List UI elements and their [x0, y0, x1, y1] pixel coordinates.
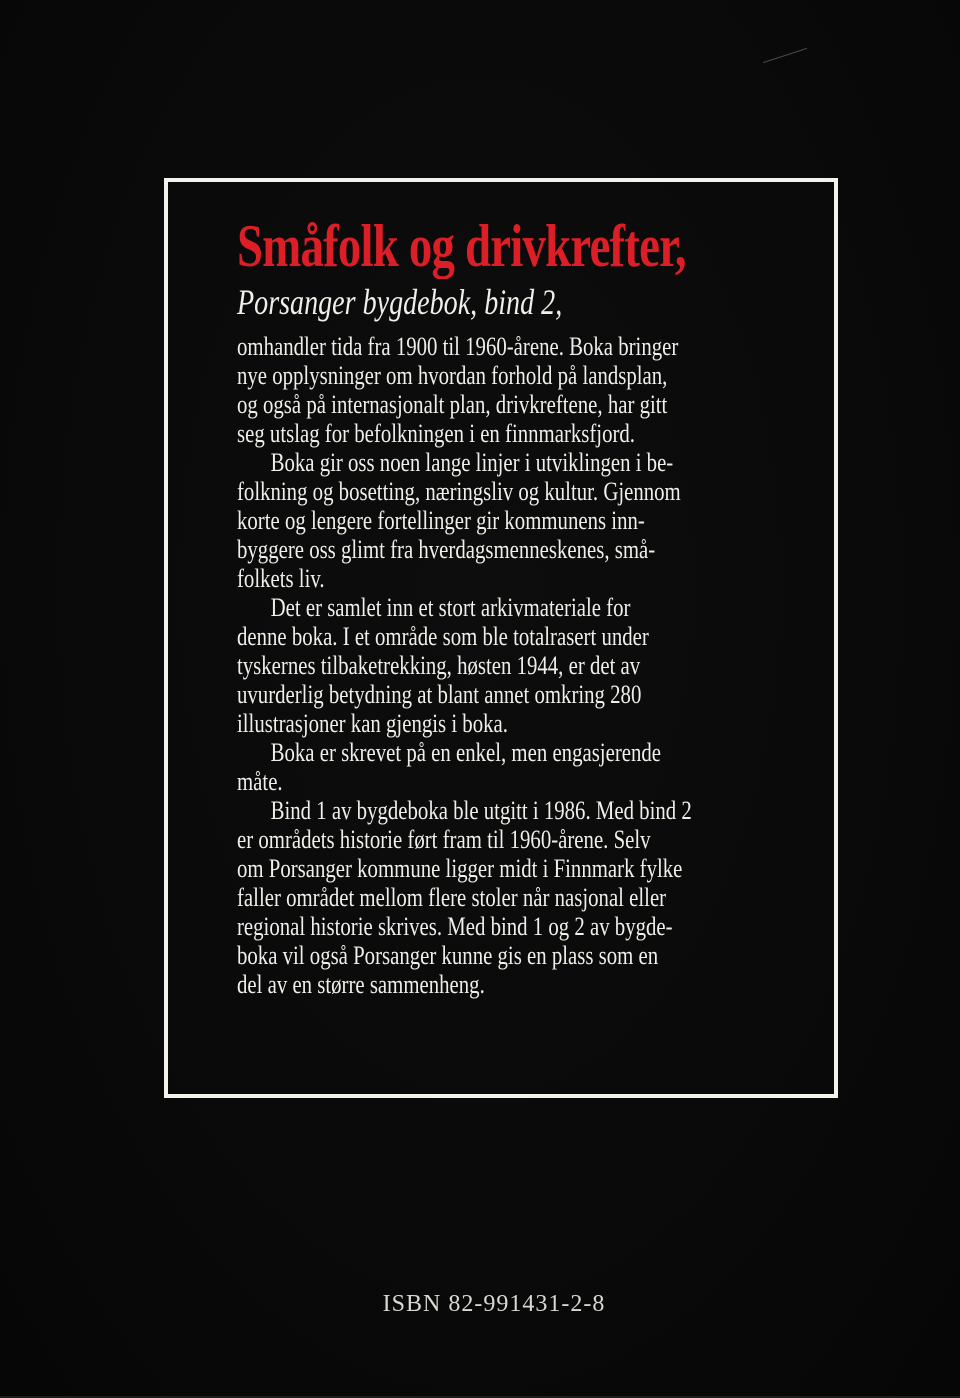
body-line: byggere oss glimt fra hverdagsmenneskenes, små- — [237, 535, 656, 564]
body-line: illustrasjoner kan gjengis i boka. — [237, 709, 508, 738]
cover-blurb — [237, 332, 692, 999]
body-line: seg utslag for befolkningen i en finnmarksfjord. — [237, 419, 635, 448]
body-line: måte. — [237, 767, 283, 796]
body-line: del av en større sammenheng. — [237, 970, 485, 999]
body-line: Boka er skrevet på en enkel, men engasjerende — [270, 738, 662, 767]
body-line: om Porsanger kommune ligger midt i Finnmark fylke — [237, 854, 683, 883]
body-line: omhandler tida fra 1900 til 1960-årene. Boka bringer — [237, 332, 679, 361]
body-line: denne boka. I et område som ble totalrasert under — [237, 622, 649, 651]
body-line: faller området mellom flere stoler når nasjonal eller — [237, 883, 667, 912]
body-line: nye opplysninger om hvordan forhold på landsplan, — [237, 361, 668, 390]
body-line: og også på internasjonalt plan, drivkreftene, har gitt — [237, 390, 668, 419]
book-subtitle: Porsanger bygdebok, bind 2, — [237, 282, 563, 322]
body-line: korte og lengere fortellinger gir kommunens inn- — [237, 506, 645, 535]
body-line: folkning og bosetting, næringsliv og kultur. Gjennom — [237, 477, 681, 506]
body-line: Bind 1 av bygdeboka ble utgitt i 1986. Med bind 2 — [270, 796, 692, 825]
scan-scratch-mark — [763, 48, 807, 63]
body-line: Det er samlet inn et stort arkivmateriale for — [270, 593, 631, 622]
isbn-label: ISBN 82-991431-2-8 — [382, 1291, 606, 1317]
body-line: tyskernes tilbaketrekking, høsten 1944, er det av — [237, 651, 641, 680]
body-line: uvurderlig betydning at blant annet omkring 280 — [237, 680, 642, 709]
body-line: boka vil også Porsanger kunne gis en plass som en — [237, 941, 659, 970]
body-line: Boka gir oss noen lange linjer i utviklingen i be- — [270, 448, 674, 477]
body-line: folkets liv. — [237, 564, 325, 593]
body-line: er områdets historie ført fram til 1960-årene. Selv — [237, 825, 651, 854]
book-title: Småfolk og drivkrefter, — [237, 213, 686, 279]
body-line: regional historie skrives. Med bind 1 og 2 av bygde- — [237, 912, 673, 941]
